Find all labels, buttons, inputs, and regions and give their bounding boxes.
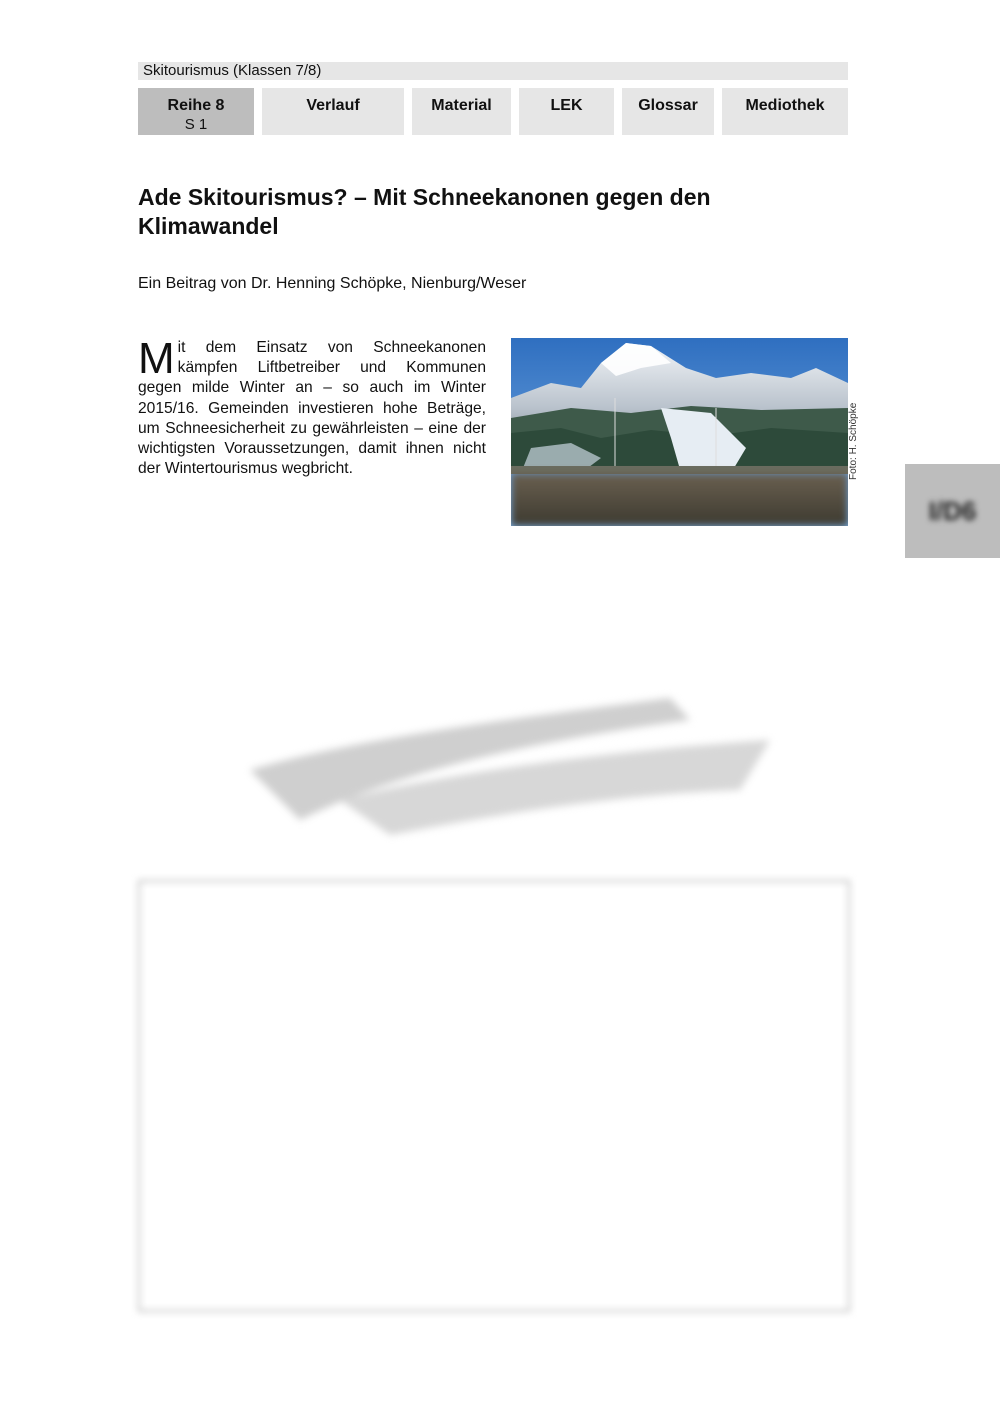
nav-tab-reihe-page: S 1 (184, 116, 208, 133)
intro-text: it dem Einsatz von Schneekanonen kämpfen Liftbetreiber und Kommunen gegen milde Winter an – so auch im Winter 2015/16. Gemeinden investieren hohe Beträge, um Schneesicherheit zu gewährleisten – eine der wichtigsten Voraussetzungen, damit ihnen nicht der Wintertourismus wegbricht. (138, 339, 486, 478)
banner-shape (240, 680, 780, 840)
nav-tab-verlauf[interactable] (262, 88, 404, 135)
drop-cap: M (138, 334, 175, 383)
article-author: Ein Beitrag von Dr. Henning Schöpke, Nienburg/Weser (138, 275, 527, 292)
mountain-photo (511, 338, 848, 526)
article-title: Ade Skitourismus? – Mit Schneekanonen gegen den Klimawandel (138, 184, 711, 239)
photo-blurred-part (511, 473, 848, 526)
nav-tab-lek[interactable] (519, 88, 614, 135)
nav-tab-mediothek[interactable] (722, 88, 848, 135)
photo-credit (848, 402, 872, 530)
series-title-bar (138, 62, 848, 80)
blurred-article-continuation (138, 480, 486, 640)
photo-credit-text: Foto: H. Schöpke (848, 402, 859, 480)
nav-tab-reihe-label: Reihe 8 (167, 97, 225, 114)
nav-tab-mediothek-label: Mediothek (745, 97, 825, 114)
nav-tab-verlauf-label: Verlauf (306, 97, 360, 114)
nav-tab-material[interactable] (412, 88, 511, 135)
series-title: Skitourismus (Klassen 7/8) (143, 62, 322, 79)
nav-tab-reihe[interactable] (138, 88, 254, 135)
article-intro (138, 334, 486, 479)
nav-tab-lek-label: LEK (550, 97, 583, 114)
info-box-blurred (138, 880, 850, 1312)
nav-tab-glossar-label: Glossar (638, 97, 698, 114)
nav-tab-glossar[interactable] (622, 88, 714, 135)
section-tab-label: I/D6 (928, 496, 977, 526)
nav-tab-material-label: Material (431, 97, 492, 114)
section-tab (905, 464, 1000, 558)
